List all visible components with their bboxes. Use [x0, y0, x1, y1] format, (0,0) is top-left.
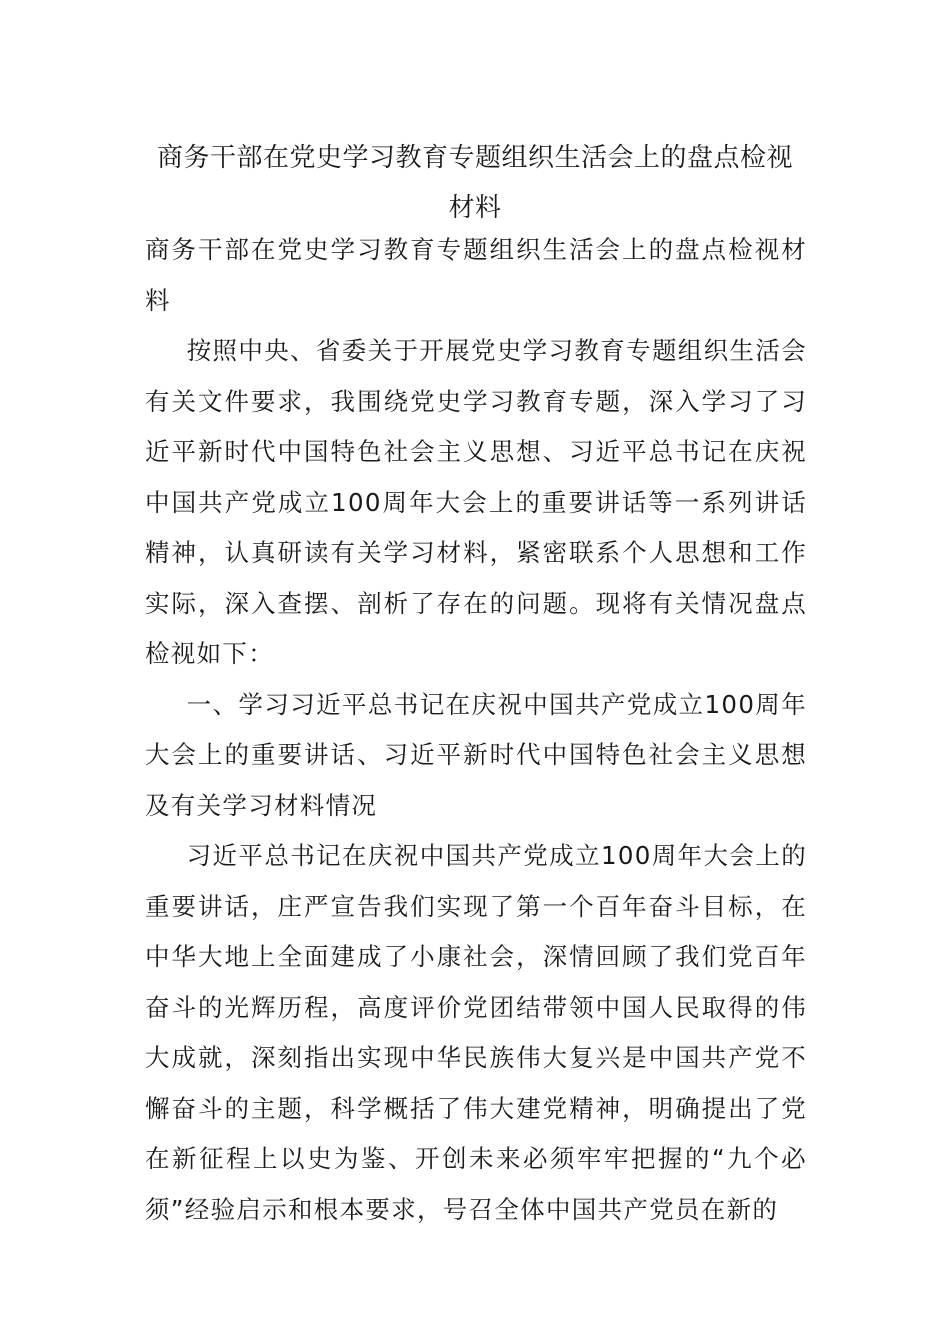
repeated-title-paragraph: 商务干部在党史学习教育专题组织生活会上的盘点检视材料 — [145, 235, 807, 315]
body-paragraph: 习近平总书记在庆祝中国共产党成立100周年大会上的重要讲话，庄严宣告我们实现了第一个百年奋斗目标，在中华大地上全面建成了小康社会，深情回顾了我们党百年奋斗的光辉历程，高度评价党团结带领中国人民取得的伟大成就，深刻指出实现中华民族伟大复兴是中国共产党不懈奋斗的主题，科学概括了伟大建党精神，明确提出了党在新征程上以史为鉴、开创未来必须牢牢把握的“九个必须”经验启示和根本要求，号召全体中国共产党员在新的 — [145, 841, 807, 1224]
intro-paragraph: 按照中央、省委关于开展党史学习教育专题组织生活会有关文件要求，我围绕党史学习教育专题，深入学习了习近平新时代中国特色社会主义思想、习近平总书记在庆祝中国共产党成立100周年大会上的重要讲话等一系列讲话精神，认真研读有关学习材料，紧密联系个人思想和工作实际，深入查摆、剖析了存在的问题。现将有关情况盘点检视如下： — [145, 336, 807, 668]
document-title: 商务干部在党史学习教育专题组织生活会上的盘点检视材料 — [156, 143, 793, 223]
section-heading-1: 一、学习习近平总书记在庆祝中国共产党成立100周年大会上的重要讲话、习近平新时代中国特色社会主义思想及有关学习材料情况 — [145, 689, 807, 820]
document-body — [145, 225, 807, 1235]
